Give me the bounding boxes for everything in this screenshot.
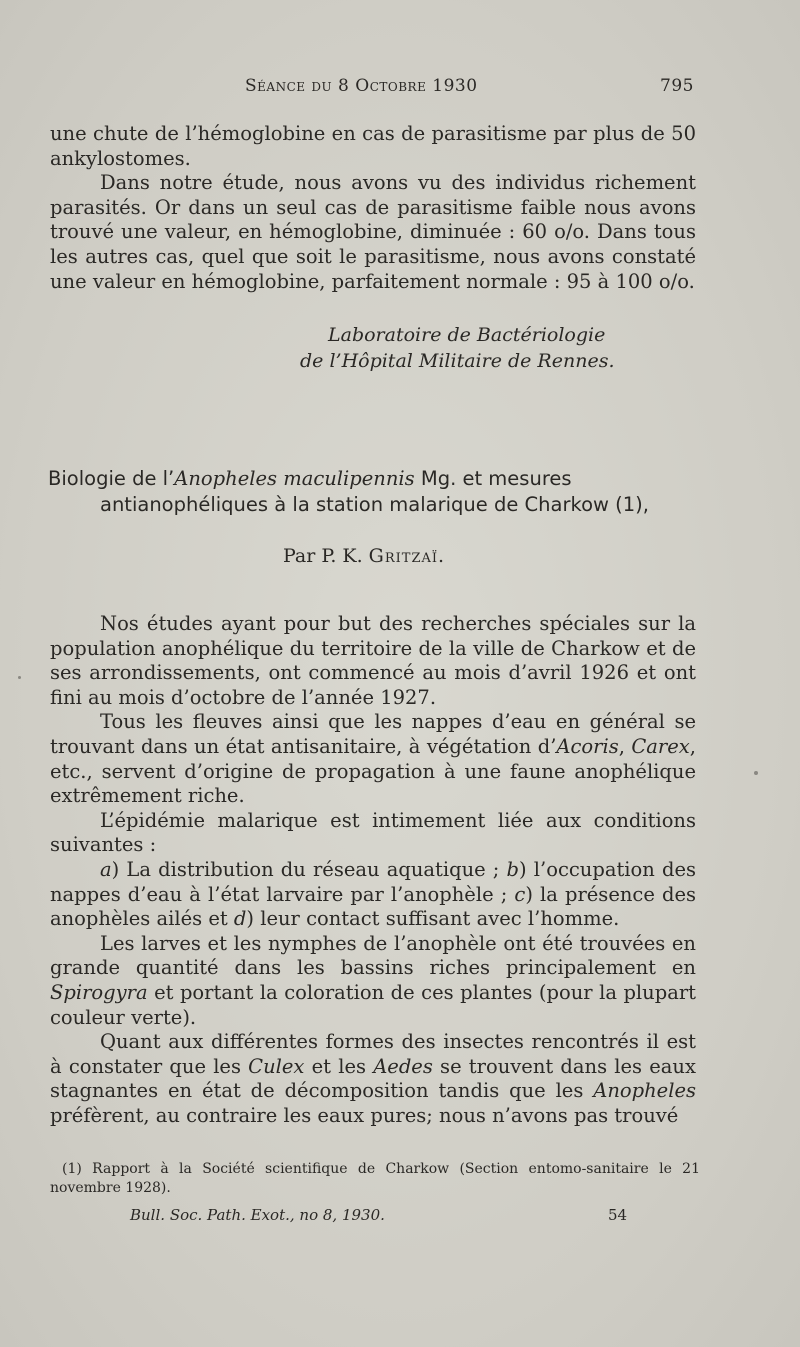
text-run: et portant la coloration de ces plantes (pour la plupart couleur verte). [50, 980, 696, 1029]
text-run: , etc., servent d’origine de propagation à une faune anophélique extrêmement riche. [50, 734, 696, 808]
paragraph: Nos études ayant pour but des recherches spéciales sur la population anophélique du territoire de la ville de Charkow et de ses arrondissements, ont commencé au mois d’avril 1926 et ont fini au mois d’octobre de l’année 1927. [50, 612, 696, 709]
sheet-number: 54 [608, 1206, 628, 1224]
page-number: 795 [660, 76, 694, 96]
running-title: Séance du 8 Octobre 1930 [245, 76, 478, 96]
text-run: Les larves et les nymphes de l’anophèle ont été trouvées en grande quantité dans les bassins riches principalement en [50, 931, 696, 980]
species-name: Aedes [373, 1054, 433, 1078]
species-name: Anopheles [593, 1079, 696, 1103]
text-run: préfèrent, au contraire les eaux pures; nous n’avons pas trouvé [50, 1103, 679, 1127]
species-name: Acoris [556, 734, 619, 758]
list-letter: a [100, 857, 112, 881]
paragraph: une chute de l’hémoglobine en cas de parasitisme par plus de 50 ankylostomes. [50, 122, 696, 170]
species-name: Culex [248, 1054, 305, 1078]
title-line-2: antianophéliques à la station malarique de Charkow (1), [100, 493, 649, 516]
text-run: , [618, 734, 632, 758]
text-run: et les [304, 1054, 374, 1078]
paragraph [50, 932, 696, 1030]
paragraph [50, 858, 696, 932]
text-run: Tous les fleuves ainsi que les nappes d’eau en général se trouvant dans un état antisanitaire, à végétation d’ [50, 710, 696, 758]
print-speck [754, 771, 758, 775]
byline-prefix: Par P. K. [283, 545, 369, 567]
article-title [48, 466, 748, 518]
paragraph [50, 1030, 696, 1128]
print-speck [18, 676, 21, 679]
author-name: Gritzaï. [368, 545, 446, 567]
text-run: ) l’occupation des nappes d’eau à l’état larvaire par l’anophèle ; [50, 857, 696, 906]
journal-reference: Bull. Soc. Path. Exot., no 8, 1930. [130, 1206, 385, 1224]
list-letter: c [514, 882, 526, 906]
paragraph: Dans notre étude, nous avons vu des individus richement parasités. Or dans un seul cas de parasitisme faible nous avons trouvé une valeur, en hémoglobine, diminuée : 60 o/o. Dans tous les autres cas, quel que soit le parasitisme, nous avons constaté une valeur en hémoglobine, parfaitement normale : 95 à 100 o/o. [50, 171, 696, 293]
title-text: Biologie de l’ [48, 467, 175, 490]
title-text: Mg. et mesures [414, 467, 572, 490]
species-name: Carex [631, 734, 690, 758]
list-letter: b [506, 857, 520, 881]
title-species: Anopheles maculipennis [174, 467, 415, 490]
affiliation-line: de l’Hôpital Militaire de Rennes. [300, 350, 615, 372]
text-run: ) La distribution du réseau aquatique ; [111, 857, 507, 881]
footnotes [50, 1160, 700, 1198]
previous-article-ending [50, 122, 696, 294]
species-name: Spirogyra [50, 980, 148, 1004]
text-run: ) la présence des anophèles ailés et [50, 882, 696, 931]
text-run: Quant aux différentes formes des insectes rencontrés il est à constater que les [50, 1030, 696, 1078]
list-letter: d [233, 907, 247, 931]
byline [283, 545, 445, 567]
footnote: (1) Rapport à la Société scientifique de Charkow (Section entomo-sanitaire le 21 novembre 1928). [50, 1161, 700, 1196]
paragraph [50, 710, 696, 808]
article-body [50, 612, 696, 1128]
paragraph: L’épidémie malarique est intimement liée aux conditions suivantes : [50, 808, 696, 857]
affiliation-line: Laboratoire de Bactériologie [328, 324, 606, 346]
text-run: ) leur contact suffisant avec l’homme. [246, 907, 620, 931]
running-header [0, 76, 800, 100]
text-run: se trouvent dans les eaux stagnantes en état de décomposition tandis que les [50, 1054, 696, 1103]
